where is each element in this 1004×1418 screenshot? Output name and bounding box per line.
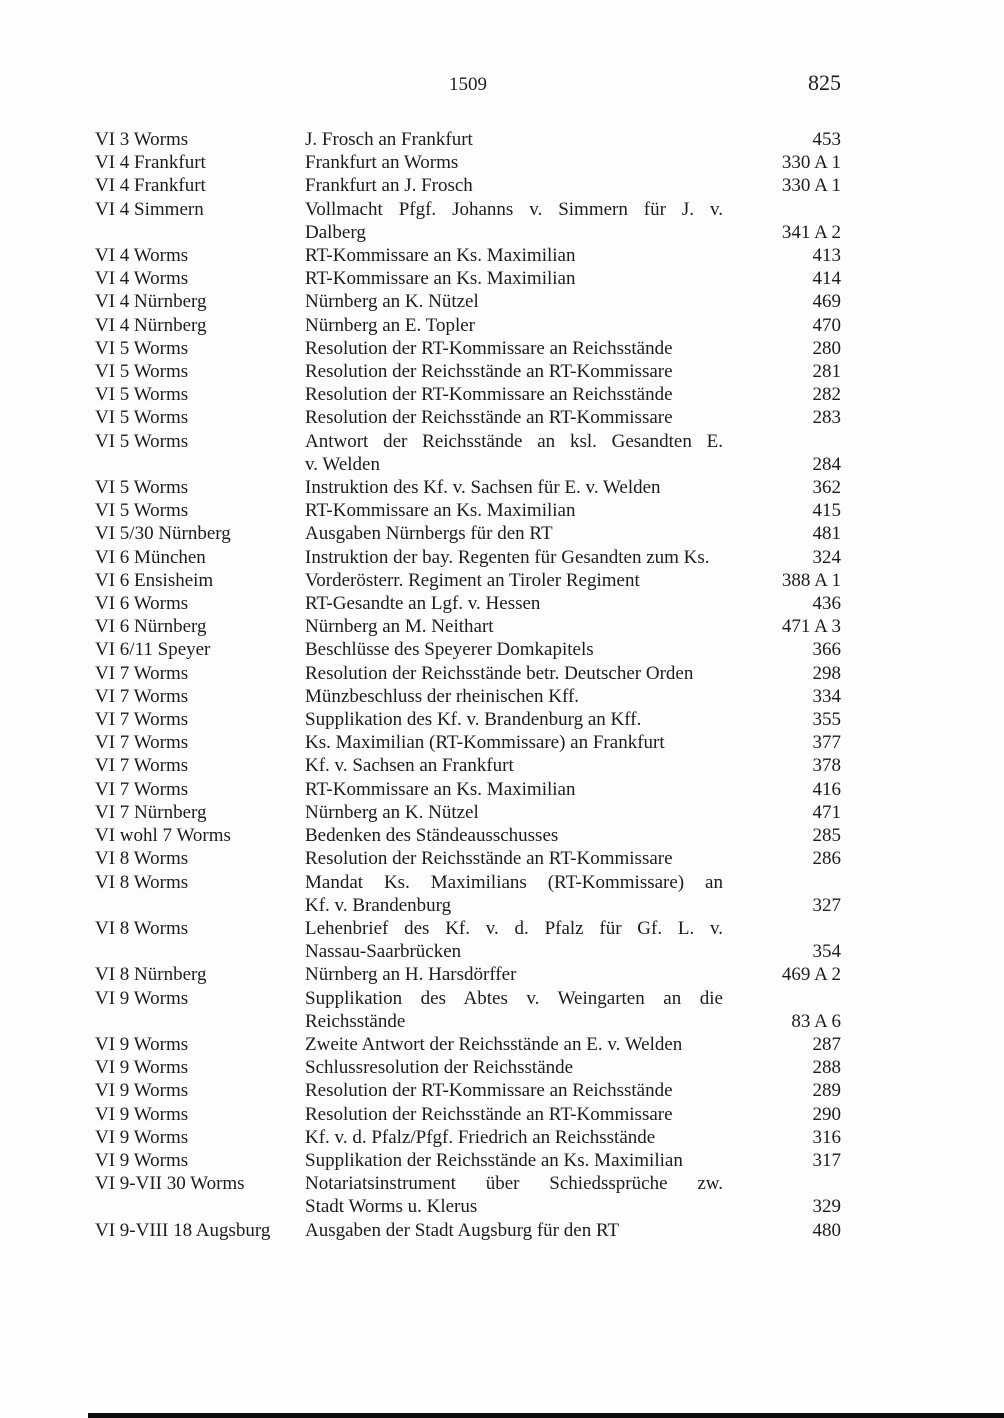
description-line: Vollmacht Pfgf. Johanns v. Simmern für J. v. xyxy=(305,198,723,220)
entry-ref-number: 436 xyxy=(812,593,841,615)
year-heading: 1509 xyxy=(449,74,487,95)
description-line: Nürnberg an E. Topler xyxy=(305,314,475,336)
register-table xyxy=(95,128,841,1242)
description-line: Beschlüsse des Speyerer Domkapitels xyxy=(305,639,594,661)
entry-description xyxy=(305,1172,755,1218)
entry-description xyxy=(305,1079,755,1102)
entry-description xyxy=(305,337,755,360)
entry-ref-number: 453 xyxy=(812,129,841,150)
entry-date: VI 6 Ensisheim xyxy=(95,569,214,591)
table-row xyxy=(95,917,841,963)
table-row xyxy=(95,1172,841,1218)
entry-description xyxy=(305,198,755,244)
entry-description xyxy=(305,685,755,708)
entry-date: VI 7 Worms xyxy=(95,732,189,754)
description-line: Resolution der Reichsstände an RT-Kommissare xyxy=(305,1103,673,1125)
table-row xyxy=(95,662,841,685)
entry-ref-number: 378 xyxy=(812,755,841,777)
table-row xyxy=(95,476,841,499)
entry-description xyxy=(305,151,755,174)
entry-date: VI 7 Nürnberg xyxy=(95,801,207,823)
description-line: J. Frosch an Frankfurt xyxy=(305,129,473,150)
table-row xyxy=(95,847,841,870)
entry-ref-number: 471 xyxy=(812,801,841,823)
entry-date: VI 7 Worms xyxy=(95,755,189,777)
entry-description xyxy=(305,731,755,754)
entry-description xyxy=(305,290,755,313)
entry-description xyxy=(305,1033,755,1056)
table-row xyxy=(95,522,841,545)
description-line: Ks. Maximilian (RT-Kommissare) an Frankfurt xyxy=(305,732,665,754)
description-line: Nürnberg an K. Nützel xyxy=(305,291,479,313)
table-row xyxy=(95,824,841,847)
entry-date: VI wohl 7 Worms xyxy=(95,825,231,847)
description-line: Nürnberg an M. Neithart xyxy=(305,616,494,638)
entry-description xyxy=(305,871,755,917)
entry-description xyxy=(305,963,755,986)
description-line: Instruktion der bay. Regenten für Gesandten zum Ks. xyxy=(305,546,710,568)
table-row xyxy=(95,198,841,244)
description-line: Nürnberg an K. Nützel xyxy=(305,801,479,823)
entry-ref-number: 282 xyxy=(812,384,841,406)
description-line: Mandat Ks. Maximilians (RT-Kommissare) an xyxy=(305,871,723,893)
table-row xyxy=(95,360,841,383)
entry-description xyxy=(305,476,755,499)
table-row xyxy=(95,151,841,174)
entry-description xyxy=(305,801,755,824)
table-row xyxy=(95,871,841,917)
entry-date: VI 7 Worms xyxy=(95,662,189,684)
description-line: Reichsstände xyxy=(305,1010,406,1032)
description-line: Lehenbrief des Kf. v. d. Pfalz für Gf. L. v. xyxy=(305,917,723,939)
entry-date: VI 3 Worms xyxy=(95,129,189,150)
entry-date: VI 4 Frankfurt xyxy=(95,175,206,197)
entry-description xyxy=(305,1103,755,1126)
description-line: Vorderösterr. Regiment an Tiroler Regiment xyxy=(305,569,640,591)
entry-description xyxy=(305,662,755,685)
description-line: Ausgaben der Stadt Augsburg für den RT xyxy=(305,1219,620,1241)
table-row xyxy=(95,406,841,429)
entry-ref-number: 287 xyxy=(812,1033,841,1055)
scan-edge-artifact xyxy=(88,1413,1004,1418)
description-line: Resolution der Reichsstände an RT-Kommissare xyxy=(305,361,673,383)
table-row xyxy=(95,290,841,313)
entry-date: VI 9 Worms xyxy=(95,1126,189,1148)
description-line: Nürnberg an H. Harsdörffer xyxy=(305,964,517,986)
table-row xyxy=(95,685,841,708)
description-line: Resolution der Reichsstände betr. Deutscher Orden xyxy=(305,662,694,684)
table-row xyxy=(95,267,841,290)
entry-ref-number: 330 A 1 xyxy=(781,175,841,197)
entry-description xyxy=(305,522,755,545)
entry-date: VI 9 Worms xyxy=(95,1103,189,1125)
entry-ref-number: 334 xyxy=(812,685,841,707)
table-row xyxy=(95,1219,841,1242)
entry-description xyxy=(305,360,755,383)
entry-date: VI 9 Worms xyxy=(95,1057,189,1079)
description-line: Kf. v. Brandenburg xyxy=(305,894,452,916)
page-header xyxy=(95,70,841,101)
entry-ref-number: 413 xyxy=(812,245,841,267)
entry-date: VI 6 Worms xyxy=(95,593,189,615)
entry-description xyxy=(305,1056,755,1079)
entry-date: VI 9 Worms xyxy=(95,987,189,1009)
entry-description xyxy=(305,314,755,337)
description-line: Supplikation des Kf. v. Brandenburg an Kff. xyxy=(305,709,642,731)
entry-ref-number: 377 xyxy=(812,732,841,754)
description-line: Münzbeschluss der rheinischen Kff. xyxy=(305,685,580,707)
entry-date: VI 4 Nürnberg xyxy=(95,314,207,336)
description-line: Dalberg xyxy=(305,221,366,243)
entry-ref-number: 329 xyxy=(812,1196,841,1218)
entry-ref-number: 280 xyxy=(812,337,841,359)
description-line: Frankfurt an Worms xyxy=(305,152,459,174)
entry-date: VI 4 Frankfurt xyxy=(95,152,206,174)
table-row xyxy=(95,987,841,1033)
entry-date: VI 6/11 Speyer xyxy=(95,639,211,661)
description-line: RT-Kommissare an Ks. Maximilian xyxy=(305,245,576,267)
entry-date: VI 9 Worms xyxy=(95,1033,189,1055)
entry-ref-number: 414 xyxy=(812,268,841,290)
entry-date: VI 4 Nürnberg xyxy=(95,291,207,313)
entry-ref-number: 469 A 2 xyxy=(781,964,841,986)
entry-ref-number: 286 xyxy=(812,848,841,870)
entry-date: VI 5 Worms xyxy=(95,477,189,499)
description-line: RT-Kommissare an Ks. Maximilian xyxy=(305,268,576,290)
entry-date: VI 5/30 Nürnberg xyxy=(95,523,231,545)
entry-date: VI 7 Worms xyxy=(95,685,189,707)
table-row xyxy=(95,499,841,522)
entry-ref-number: 471 A 3 xyxy=(781,616,841,638)
entry-description xyxy=(305,917,755,963)
description-line: Antwort der Reichsstände an ksl. Gesandten E. xyxy=(305,430,723,452)
entry-date: VI 9-VIII 18 Augsburg xyxy=(95,1219,271,1241)
entry-ref-number: 330 A 1 xyxy=(781,152,841,174)
entry-date: VI 7 Worms xyxy=(95,709,189,731)
description-line: Nassau-Saarbrücken xyxy=(305,941,462,963)
book-page xyxy=(95,70,841,1242)
table-row xyxy=(95,430,841,476)
entry-description xyxy=(305,546,755,569)
page-number: 825 xyxy=(808,70,841,95)
entry-ref-number: 317 xyxy=(812,1149,841,1171)
entry-ref-number: 354 xyxy=(812,941,841,963)
description-line: RT-Kommissare an Ks. Maximilian xyxy=(305,778,576,800)
table-row xyxy=(95,754,841,777)
table-row xyxy=(95,801,841,824)
entry-ref-number: 289 xyxy=(812,1080,841,1102)
entry-description xyxy=(305,499,755,522)
table-row xyxy=(95,1103,841,1126)
entry-date: VI 5 Worms xyxy=(95,407,189,429)
entry-ref-number: 327 xyxy=(812,894,841,916)
entry-date: VI 6 Nürnberg xyxy=(95,616,207,638)
entry-date: VI 6 München xyxy=(95,546,206,568)
entry-date: VI 7 Worms xyxy=(95,778,189,800)
entry-description xyxy=(305,1126,755,1149)
entry-date: VI 5 Worms xyxy=(95,361,189,383)
table-row xyxy=(95,1149,841,1172)
entry-ref-number: 288 xyxy=(812,1057,841,1079)
entry-ref-number: 470 xyxy=(812,314,841,336)
entry-ref-number: 480 xyxy=(812,1219,841,1241)
entry-ref-number: 281 xyxy=(812,361,841,383)
description-line: Kf. v. d. Pfalz/Pfgf. Friedrich an Reichsstände xyxy=(305,1126,656,1148)
table-row xyxy=(95,1056,841,1079)
entry-description xyxy=(305,847,755,870)
table-row xyxy=(95,731,841,754)
description-line: Ausgaben Nürnbergs für den RT xyxy=(305,523,553,545)
entry-ref-number: 298 xyxy=(812,662,841,684)
entry-date: VI 5 Worms xyxy=(95,430,189,452)
table-row xyxy=(95,546,841,569)
table-row xyxy=(95,174,841,197)
entry-description xyxy=(305,1149,755,1172)
entry-ref-number: 284 xyxy=(812,453,841,475)
entry-ref-number: 481 xyxy=(812,523,841,545)
description-line: Bedenken des Ständeausschusses xyxy=(305,825,559,847)
entry-ref-number: 316 xyxy=(812,1126,841,1148)
description-line: Supplikation der Reichsstände an Ks. Maximilian xyxy=(305,1149,683,1171)
description-line: v. Welden xyxy=(305,453,380,475)
description-line: Notariatsinstrument über Schiedssprüche zw. xyxy=(305,1173,723,1195)
description-line: Resolution der RT-Kommissare an Reichsstände xyxy=(305,337,673,359)
entry-description xyxy=(305,267,755,290)
description-line: Frankfurt an J. Frosch xyxy=(305,175,473,197)
entry-date: VI 4 Worms xyxy=(95,268,189,290)
entry-description xyxy=(305,430,755,476)
description-line: RT-Gesandte an Lgf. v. Hessen xyxy=(305,593,541,615)
entry-date: VI 8 Nürnberg xyxy=(95,964,207,986)
entry-ref-number: 324 xyxy=(812,546,841,568)
table-row xyxy=(95,778,841,801)
entry-description xyxy=(305,174,755,197)
description-line: Instruktion des Kf. v. Sachsen für E. v. Welden xyxy=(305,477,661,499)
entry-date: VI 5 Worms xyxy=(95,337,189,359)
entry-date: VI 4 Worms xyxy=(95,245,189,267)
description-line: RT-Kommissare an Ks. Maximilian xyxy=(305,500,576,522)
description-line: Zweite Antwort der Reichsstände an E. v. Welden xyxy=(305,1033,683,1055)
table-row xyxy=(95,128,841,151)
entry-description xyxy=(305,244,755,267)
entry-description xyxy=(305,615,755,638)
entry-ref-number: 415 xyxy=(812,500,841,522)
entry-description xyxy=(305,592,755,615)
description-line: Stadt Worms u. Klerus xyxy=(305,1196,478,1218)
entry-date: VI 5 Worms xyxy=(95,500,189,522)
entry-ref-number: 290 xyxy=(812,1103,841,1125)
description-line: Schlussresolution der Reichsstände xyxy=(305,1057,574,1079)
table-row xyxy=(95,569,841,592)
table-row xyxy=(95,1079,841,1102)
entry-description xyxy=(305,778,755,801)
description-line: Resolution der RT-Kommissare an Reichsstände xyxy=(305,1080,673,1102)
entry-description xyxy=(305,754,755,777)
description-line: Supplikation des Abtes v. Weingarten an die xyxy=(305,987,723,1009)
entry-ref-number: 469 xyxy=(812,291,841,313)
table-row xyxy=(95,708,841,731)
entry-description xyxy=(305,708,755,731)
entry-ref-number: 416 xyxy=(812,778,841,800)
entry-ref-number: 355 xyxy=(812,709,841,731)
entry-date: VI 4 Simmern xyxy=(95,198,204,220)
table-row xyxy=(95,615,841,638)
entry-date: VI 8 Worms xyxy=(95,917,189,939)
description-line: Resolution der Reichsstände an RT-Kommissare xyxy=(305,848,673,870)
entry-date: VI 8 Worms xyxy=(95,848,189,870)
entry-ref-number: 285 xyxy=(812,825,841,847)
entry-date: VI 8 Worms xyxy=(95,871,189,893)
entry-ref-number: 388 A 1 xyxy=(781,569,841,591)
entry-ref-number: 366 xyxy=(812,639,841,661)
entry-description xyxy=(305,638,755,661)
entry-date: VI 9-VII 30 Worms xyxy=(95,1173,245,1195)
entry-ref-number: 83 A 6 xyxy=(791,1010,841,1032)
entry-description xyxy=(305,406,755,429)
entry-description xyxy=(305,383,755,406)
entry-description xyxy=(305,824,755,847)
entry-description xyxy=(305,1219,755,1242)
table-row xyxy=(95,592,841,615)
table-row xyxy=(95,383,841,406)
entry-date: VI 9 Worms xyxy=(95,1149,189,1171)
entry-description xyxy=(305,987,755,1033)
table-row xyxy=(95,638,841,661)
description-line: Resolution der RT-Kommissare an Reichsstände xyxy=(305,384,673,406)
table-row xyxy=(95,1033,841,1056)
entry-description xyxy=(305,128,755,151)
entry-date: VI 5 Worms xyxy=(95,384,189,406)
entry-ref-number: 341 A 2 xyxy=(781,221,841,243)
entry-description xyxy=(305,569,755,592)
table-row xyxy=(95,963,841,986)
table-row xyxy=(95,1126,841,1149)
entry-ref-number: 283 xyxy=(812,407,841,429)
description-line: Resolution der Reichsstände an RT-Kommissare xyxy=(305,407,673,429)
entry-date: VI 9 Worms xyxy=(95,1080,189,1102)
table-row xyxy=(95,244,841,267)
entry-ref-number: 362 xyxy=(812,477,841,499)
description-line: Kf. v. Sachsen an Frankfurt xyxy=(305,755,514,777)
table-row xyxy=(95,314,841,337)
table-row xyxy=(95,337,841,360)
